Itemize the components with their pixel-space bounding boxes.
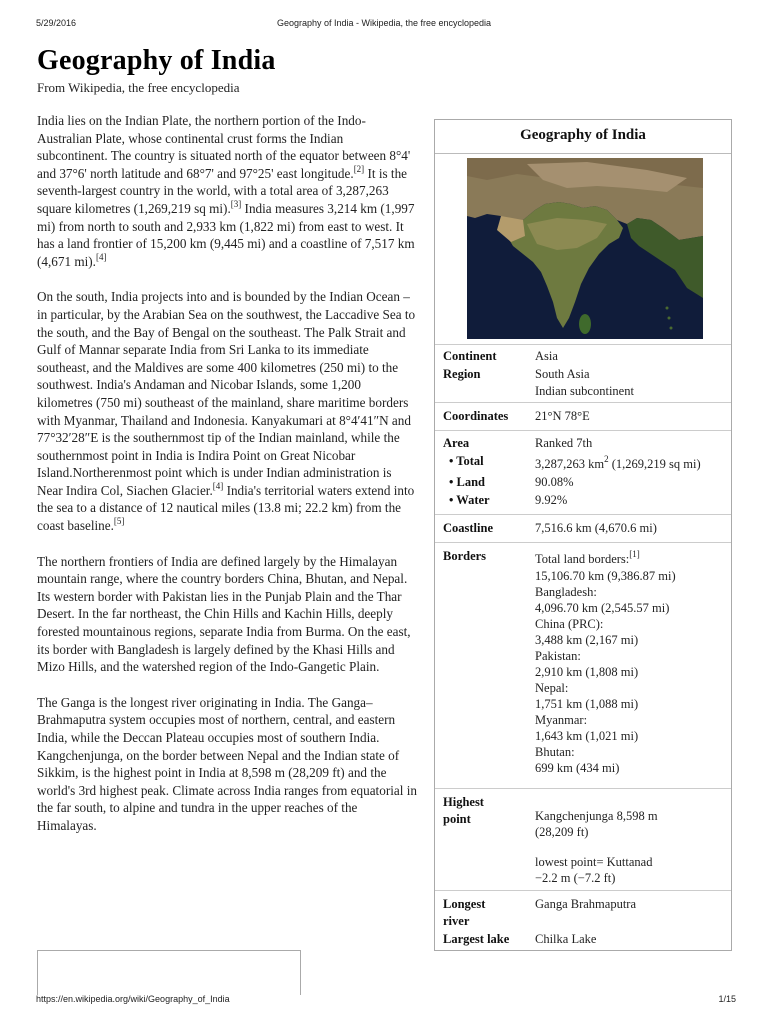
river-label-2: river — [443, 914, 470, 928]
highest-value-1[interactable]: Kangchenjunga 8,598 m — [535, 809, 658, 823]
lake-label: Largest lake — [443, 932, 510, 946]
paragraph-text: India's territorial waters extend into the sea to a distance of 12 nautical miles (13.8 mi; 22.2 km) from the coast baseline. — [37, 482, 415, 534]
infobox-divider — [435, 542, 731, 543]
lowest-value-2: −2.2 m (−7.2 ft) — [535, 871, 616, 885]
highest-label-2: point — [443, 812, 471, 826]
borders-label: Borders — [443, 549, 487, 563]
area-total-mi: (1,269,219 sq mi) — [608, 457, 701, 471]
area-land-label: • Land — [449, 475, 485, 489]
article-body — [37, 112, 417, 853]
page-title: Geography of India — [37, 45, 276, 76]
border-line[interactable]: Pakistan: — [535, 649, 581, 663]
print-page-number: 1/15 — [718, 994, 736, 1004]
border-line: 699 km (434 mi) — [535, 761, 620, 775]
print-title: Geography of India - Wikipedia, the free encyclopedia — [276, 18, 492, 28]
border-line: 4,096.70 km (2,545.57 mi) — [535, 601, 670, 615]
citation-link[interactable]: [3] — [230, 198, 242, 209]
infobox-divider — [435, 788, 731, 789]
river-label-1: Longest — [443, 897, 486, 911]
river-value[interactable]: Ganga Brahmaputra — [535, 897, 637, 911]
citation-link[interactable]: [2] — [353, 163, 365, 174]
area-rank: Ranked 7th — [535, 436, 593, 450]
citation-link[interactable]: [1] — [629, 549, 640, 559]
paragraph-text: It is the seventh-largest country in the world, with a total area of 3,287,263 square kilometres (1,269,219 sq mi). — [37, 165, 408, 216]
border-line[interactable]: China (PRC): — [535, 617, 604, 631]
lake-value[interactable]: Chilka Lake — [535, 932, 597, 946]
border-line: 2,910 km (1,808 mi) — [535, 665, 639, 679]
coordinates-value[interactable]: 21°N 78°E — [535, 409, 590, 423]
paragraph-intro — [37, 112, 417, 270]
area-label: Area — [443, 436, 470, 450]
infobox-title: Geography of India — [435, 120, 731, 154]
infobox-divider — [435, 344, 731, 345]
area-total-km: 3,287,263 km — [535, 457, 605, 471]
paragraph-rivers: The Ganga is the longest river originating in India. The Ganga–Brahmaputra system occupies most of northern, central, and eastern India, while the Deccan Plateau occupies most of southern India. Kangchenjunga, on the border between Nepal and the Indian state of Sikkim, is the highest point in India at 8,598 m (28,209 ft) and the world's 3rd highest peak. Climate across India ranges from equatorial in the far south, to alpine and tundra in the upper reaches of the Himalayas. — [37, 694, 417, 833]
border-line: 3,488 km (2,167 mi) — [535, 633, 639, 647]
infobox-divider — [435, 430, 731, 431]
paragraph-north: The northern frontiers of India are defined largely by the Himalayan mountain range, where the country borders China, Bhutan, and Nepal. Its western border with Pakistan lies in the Punjab Plain and the Thar Desert. In the far northeast, the Chin Hills and Kachin Hills, deeply forested mountainous regions, separate India from Burma. On the east, its border with Bangladesh is largely defined by the Khasi Hills and Mizo Hills, and the watershed region of the Indo-Gangetic Plain. — [37, 553, 411, 675]
borders-total-text: Total land borders: — [535, 552, 630, 566]
border-line[interactable]: Myanmar: — [535, 713, 588, 727]
area-total-label: • Total — [449, 454, 484, 468]
citation-link[interactable]: [4] — [212, 480, 224, 491]
citation-link[interactable]: [5] — [113, 516, 125, 527]
area-land-value: 90.08% — [535, 475, 574, 489]
continent-value[interactable]: Asia — [535, 349, 558, 363]
borders-total — [535, 551, 727, 568]
border-line[interactable]: Bhutan: — [535, 745, 575, 759]
highest-value-2: (28,209 ft) — [535, 825, 589, 839]
satellite-map-svg — [467, 158, 703, 339]
paragraph-text: India lies on the Indian Plate, the northern portion of the Indo-Australian Plate, whose continental crust forms the Indian subcontinent. The country is situated north of the equator between 8°4' and 37°6' north latitude and 68°7' and 97°25' east longitude. — [37, 113, 411, 181]
area-water-value: 9.92% — [535, 493, 568, 507]
infobox-divider — [435, 890, 731, 891]
paragraph-south — [37, 288, 417, 534]
highest-label-1: Highest — [443, 795, 484, 809]
citation-link[interactable]: [4] — [95, 251, 107, 262]
area-water-label: • Water — [449, 493, 490, 507]
contents-box — [37, 950, 301, 995]
region-label: Region — [443, 367, 481, 381]
continent-label: Continent — [443, 349, 497, 363]
print-url: https://en.wikipedia.org/wiki/Geography_of_India — [36, 994, 230, 1004]
infobox-divider — [435, 514, 731, 515]
infobox-divider — [435, 402, 731, 403]
area-total-sup: 2 — [604, 454, 609, 464]
infobox — [434, 119, 732, 951]
paragraph-text: On the south, India projects into and is bounded by the Indian Ocean – in particular, by the Arabian Sea on the southwest, the Laccadive Sea to the south, and the Bay of Bengal on the southeast. The Palk Strait and Gulf of Mannar separate India from Sri Lanka to its immediate southeast, and the Maldives are some 400 kilometres (250 mi) to the southwest. India's Andaman and Nicobar Islands, some 1,200 kilometres (750 mi) southeast of the mainland, share maritime borders with Myanmar, Thailand and Indonesia. Kanyakumari at 8°4′41″N and 77°32′28″E is the southernmost tip of the Indian mainland, while the southernmost point in India is Indira Point on Great Nicobar Island.Northerenmost point which is under Indian administration is Near Indira Col, Siachen Glacier. — [37, 289, 416, 498]
border-line: 15,106.70 km (9,386.87 mi) — [535, 569, 676, 583]
coastline-value: 7,516.6 km (4,670.6 mi) — [535, 521, 657, 535]
coordinates-label: Coordinates — [443, 409, 509, 423]
border-line[interactable]: Nepal: — [535, 681, 569, 695]
border-line: 1,751 km (1,088 mi) — [535, 697, 639, 711]
page-tagline: From Wikipedia, the free encyclopedia — [37, 80, 240, 95]
print-date: 5/29/2016 — [36, 18, 77, 28]
coastline-label: Coastline — [443, 521, 493, 535]
region-value-2[interactable]: Indian subcontinent — [535, 384, 634, 398]
region-value-1[interactable]: South Asia — [535, 367, 590, 381]
area-total-value — [535, 456, 727, 473]
satellite-map-image[interactable] — [467, 158, 703, 339]
border-line[interactable]: Bangladesh: — [535, 585, 597, 599]
border-line: 1,643 km (1,021 mi) — [535, 729, 639, 743]
paragraph-text: India measures 3,214 km (1,997 mi) from north to south and 2,933 km (1,822 mi) from east to west. It has a land frontier of 15,200 km (9,445 mi) and a coastline of 7,517 km (4,671 mi). — [37, 200, 415, 269]
lowest-value-1: lowest point= Kuttanad — [535, 855, 653, 869]
